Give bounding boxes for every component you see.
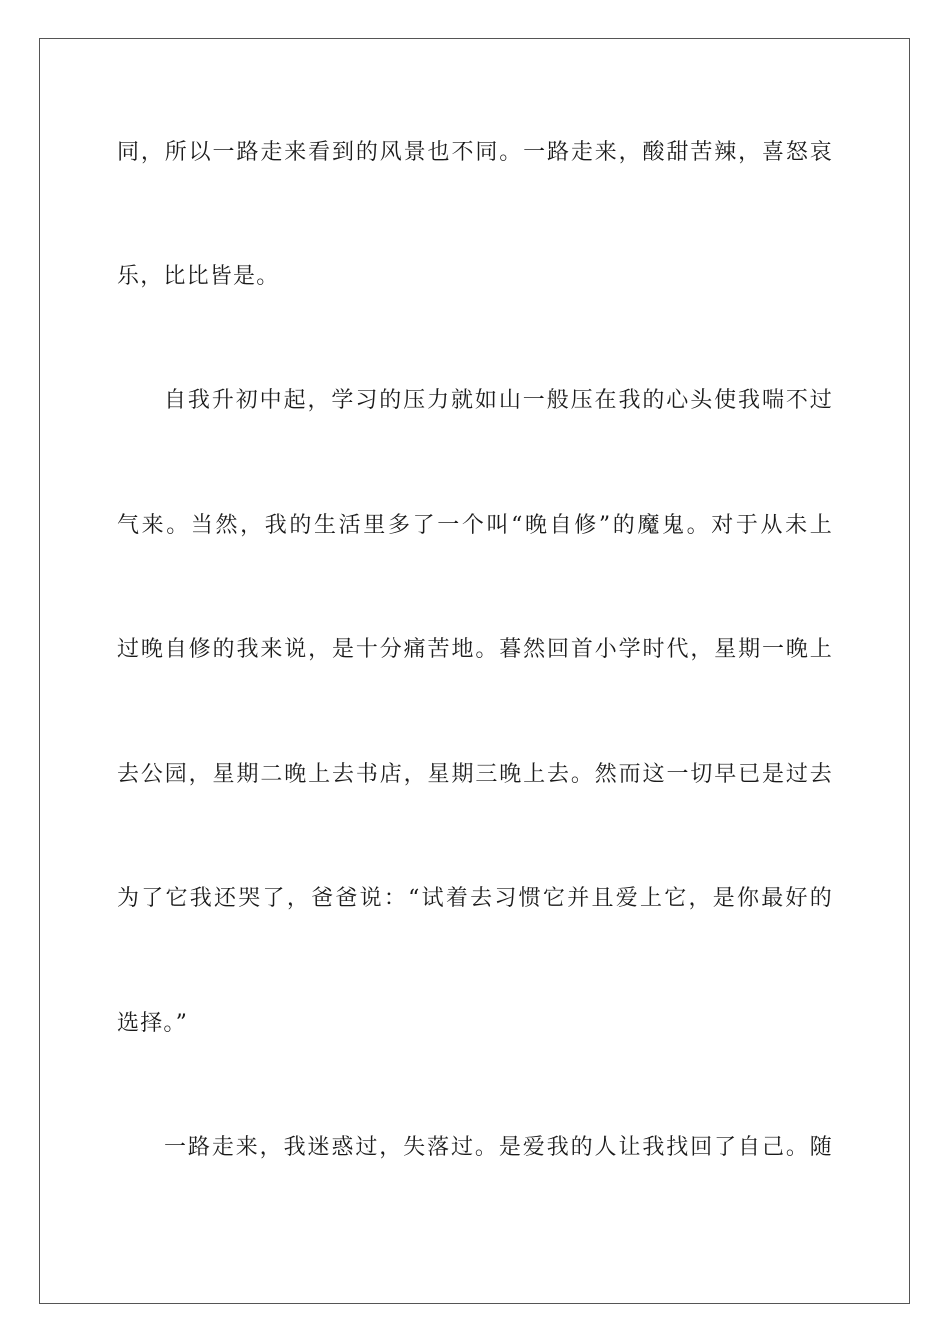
text-line-6: 去公园，星期二晚上去书店，星期三晚上去。然而这一切早已是过去 xyxy=(117,762,833,787)
text-line-9: 一路走来，我迷惑过，失落过。是爱我的人让我找回了自己。随 xyxy=(164,1135,833,1160)
text-line-3: 自我升初中起，学习的压力就如山一般压在我的心头使我喘不过 xyxy=(164,388,833,413)
text-line-2: 乐，比比皆是。 xyxy=(117,264,280,289)
text-line-7: 为了它我还哭了，爸爸说：“试着去习惯它并且爱上它，是你最好的 xyxy=(117,886,833,911)
text-line-1: 同，所以一路走来看到的风景也不同。一路走来，酸甜苦辣，喜怒哀 xyxy=(117,140,833,165)
page-border xyxy=(39,38,910,1304)
text-line-4: 气来。当然，我的生活里多了一个叫“晚自修”的魔鬼。对于从未上 xyxy=(117,513,833,538)
text-line-8: 选择。” xyxy=(117,1011,189,1036)
text-line-5: 过晚自修的我来说，是十分痛苦地。暮然回首小学时代，星期一晚上 xyxy=(117,637,833,662)
